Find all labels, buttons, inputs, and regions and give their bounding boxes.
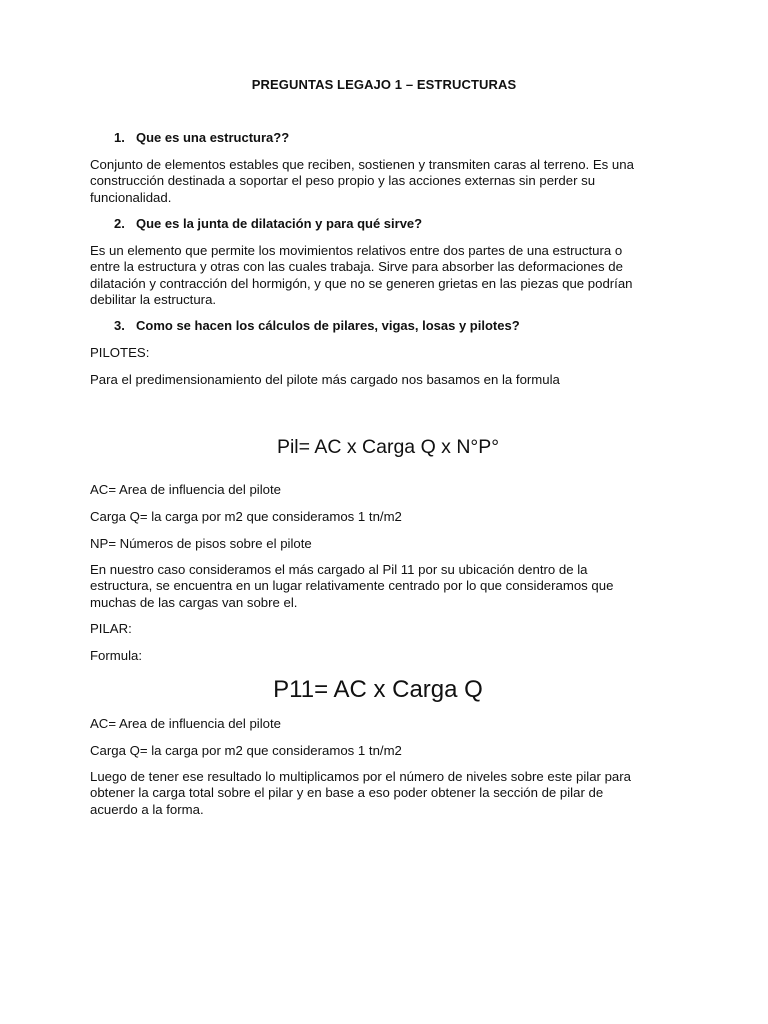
pilotes-def-q: Carga Q= la carga por m2 que consideramos 1 tn/m2 — [90, 509, 402, 524]
pilotes-formula: Pil= AC x Carga Q x N°P° — [276, 436, 500, 458]
question-3-text: Como se hacen los cálculos de pilares, vigas, losas y pilotes? — [136, 318, 520, 333]
pilar-conclusion-line: obtener la carga total sobre el pilar y en base a eso poder obtener la sección de pilar de — [90, 785, 604, 801]
pilar-def-q: Carga Q= la carga por m2 que consideramos 1 tn/m2 — [90, 743, 402, 758]
answer-2-line: debilitar la estructura. — [90, 291, 217, 307]
pilotes-explanation-line: muchas de las cargas van sobre el. — [90, 594, 298, 610]
pilotes-def-np: NP= Números de pisos sobre el pilote — [90, 536, 312, 551]
question-2 — [114, 216, 422, 231]
pilar-formula-label: Formula: — [90, 648, 143, 663]
answer-2-line: entre la estructura y otras con las cuales trabaja. Sirve para absorber las deformaciones de — [90, 259, 623, 275]
question-1-number: 1. — [114, 130, 125, 145]
answer-2-line: dilatación y contracción del hormigón, y que no se generen grietas en las piezas que podrían — [90, 275, 633, 291]
pilotes-explanation-line: En nuestro caso consideramos el más cargado al Pil 11 por su ubicación dentro de la — [90, 562, 588, 577]
pilotes-def-ac: AC= Area de influencia del pilote — [90, 482, 281, 497]
answer-1 — [90, 157, 680, 206]
pilotes-explanation-line: estructura, se encuentra en un lugar relativamente centrado por lo que consideramos que — [90, 578, 614, 594]
question-3 — [114, 318, 520, 333]
pilotes-heading: PILOTES: — [90, 345, 150, 360]
pilar-conclusion-line: acuerdo a la forma. — [90, 801, 204, 817]
document-title: PREGUNTAS LEGAJO 1 – ESTRUCTURAS — [251, 77, 517, 92]
answer-1-line: funcionalidad. — [90, 189, 172, 205]
question-2-text: Que es la junta de dilatación y para qué sirve? — [136, 216, 423, 231]
pilar-heading: PILAR: — [90, 621, 132, 636]
pilotes-explanation — [90, 562, 680, 611]
pilar-formula: P11= AC x Carga Q — [273, 676, 483, 703]
question-2-number: 2. — [114, 216, 125, 231]
answer-2 — [90, 243, 680, 308]
pilotes-intro: Para el predimensionamiento del pilote más cargado nos basamos en la formula — [90, 372, 560, 387]
pilar-conclusion — [90, 769, 680, 818]
answer-1-line: construcción destinada a soportar el peso propio y las acciones externas sin perder su — [90, 173, 596, 189]
answer-2-line: Es un elemento que permite los movimientos relativos entre dos partes de una estructura o — [90, 243, 623, 258]
question-3-number: 3. — [114, 318, 125, 333]
pilar-conclusion-line: Luego de tener ese resultado lo multiplicamos por el número de niveles sobre este pilar para — [90, 769, 631, 784]
answer-1-line: Conjunto de elementos estables que reciben, sostienen y transmiten caras al terreno. Es una — [90, 157, 634, 172]
pilar-def-ac: AC= Area de influencia del pilote — [90, 716, 281, 731]
question-1 — [114, 130, 289, 145]
question-1-text: Que es una estructura?? — [136, 130, 290, 145]
